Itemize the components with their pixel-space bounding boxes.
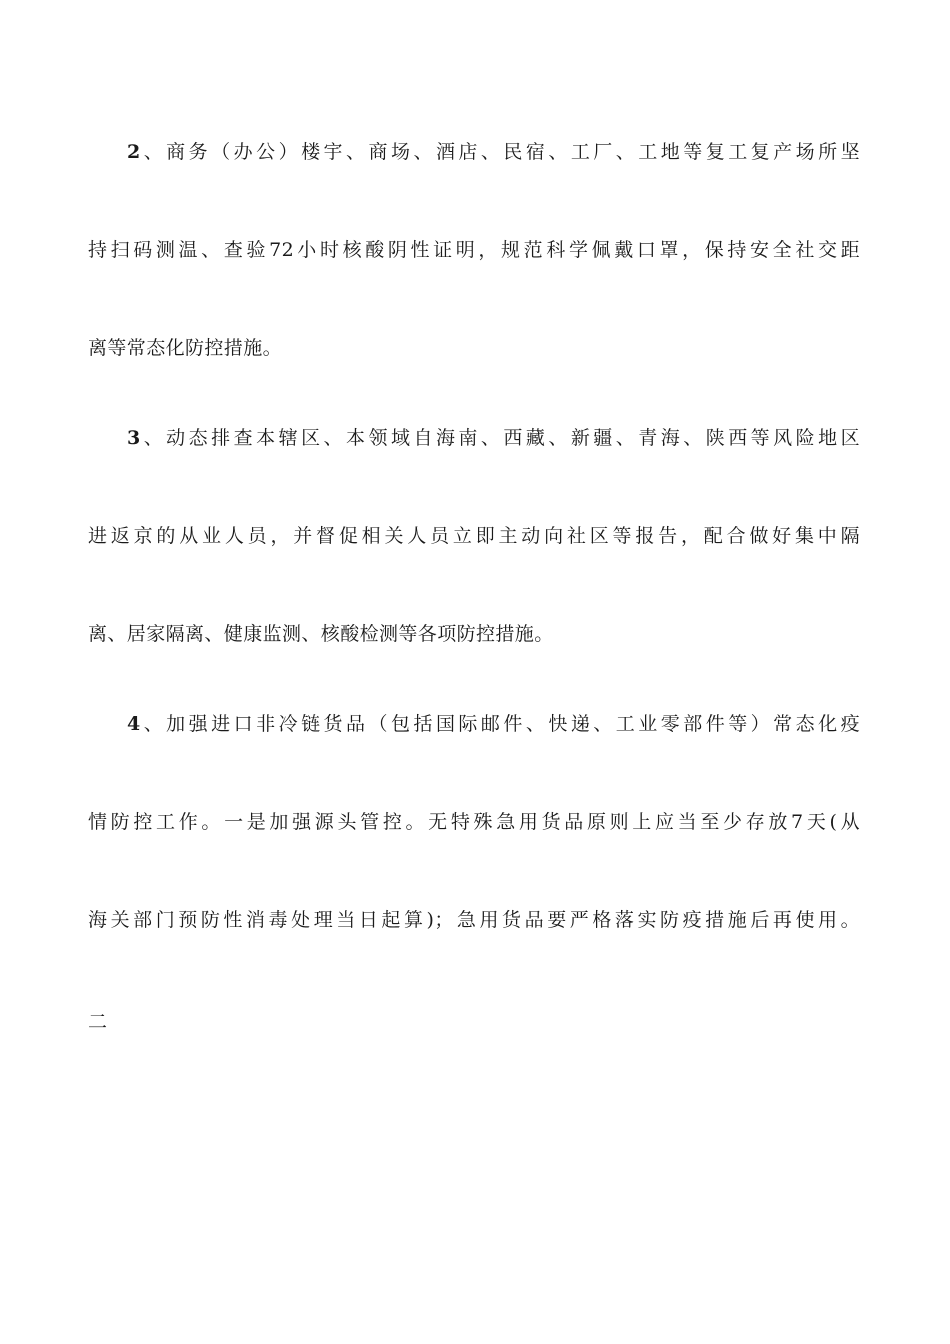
paragraph-2-line-3 — [0, 328, 950, 368]
paragraph-2-number: 2 — [127, 141, 141, 163]
paragraph-2-text-2: 持扫码测温、查验72小时核酸阴性证明，规范科学佩戴口罩，保持安全社交距 — [88, 239, 860, 261]
paragraph-3-line-2 — [0, 516, 950, 556]
section-heading-line — [0, 1002, 950, 1042]
paragraph-4-line-2 — [0, 802, 950, 842]
paragraph-4-number: 4 — [127, 713, 141, 735]
paragraph-2-line-2 — [0, 230, 950, 270]
paragraph-4-text-1: 、加强进口非冷链货品（包括国际邮件、快递、工业零部件等）常态化疫 — [140, 713, 860, 735]
paragraph-2-text-1: 、商务（办公）楼宇、商场、酒店、民宿、工厂、工地等复工复产场所坚 — [140, 141, 860, 163]
paragraph-3-text-1: 、动态排查本辖区、本领域自海南、西藏、新疆、青海、陕西等风险地区 — [140, 427, 860, 449]
paragraph-4-line-3 — [0, 900, 950, 940]
paragraph-2-line-1 — [0, 132, 950, 172]
paragraph-4-line-1 — [0, 704, 950, 744]
paragraph-4-text-3: 海关部门预防性消毒处理当日起算)；急用货品要严格落实防疫措施后再使用。 — [88, 909, 860, 931]
paragraph-3-text-2: 进返京的从业人员，并督促相关人员立即主动向社区等报告，配合做好集中隔 — [88, 525, 860, 547]
paragraph-3-number: 3 — [127, 427, 141, 449]
paragraph-3-line-3 — [0, 614, 950, 654]
section-heading: 二 — [88, 1011, 108, 1033]
paragraph-3-text-3: 离、居家隔离、健康监测、核酸检测等各项防控措施。 — [88, 623, 554, 645]
paragraph-3-line-1 — [0, 418, 950, 458]
paragraph-2-text-3: 离等常态化防控措施。 — [88, 337, 283, 359]
paragraph-4-text-2: 情防控工作。一是加强源头管控。无特殊急用货品原则上应当至少存放7天(从 — [88, 811, 860, 833]
